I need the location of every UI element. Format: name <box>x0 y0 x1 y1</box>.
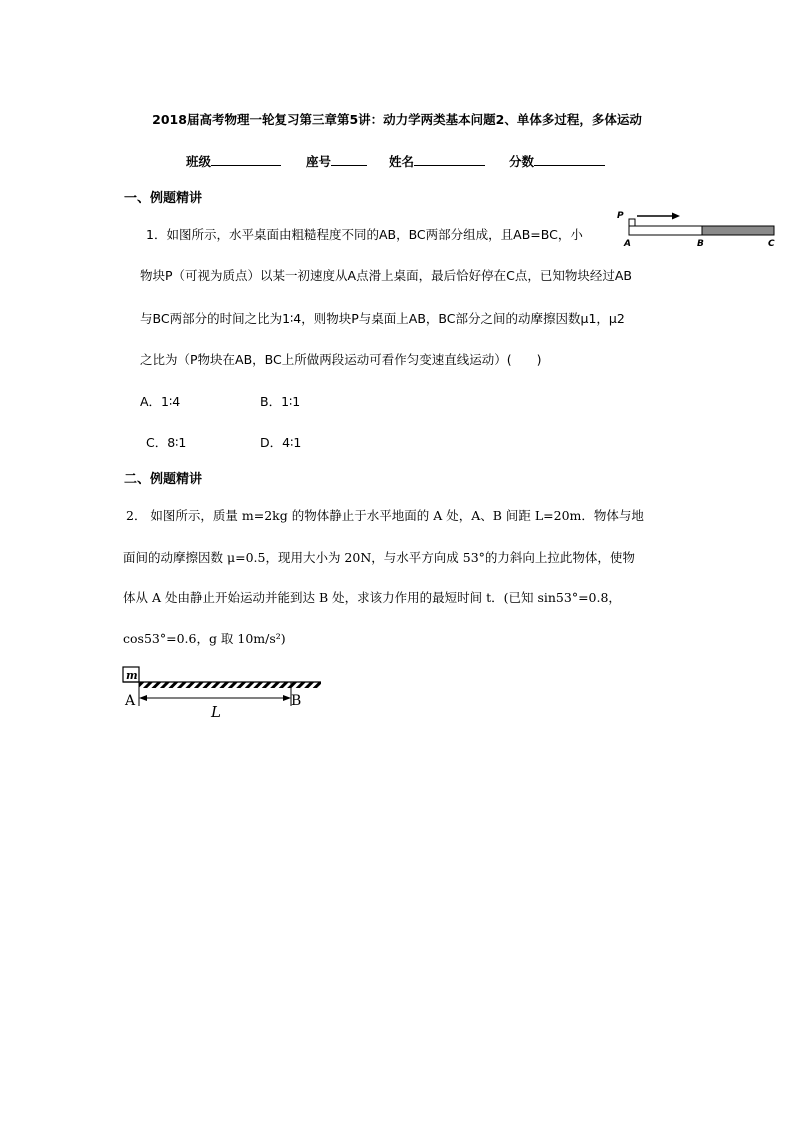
name-field <box>389 152 485 170</box>
score-field <box>509 152 605 170</box>
block-p <box>629 219 635 226</box>
arrow-right-icon <box>283 695 291 701</box>
seat-blank <box>331 154 367 166</box>
q1-line-2: 物块P（可视为质点）以某一初速度从A点滑上桌面，最后恰好停在C点，已知物块经过AB <box>140 268 632 283</box>
label-b: B <box>291 693 302 709</box>
label-b: B <box>697 239 704 249</box>
surface-bc <box>702 226 774 235</box>
class-label: 班级 <box>186 154 212 169</box>
name-blank <box>414 154 485 166</box>
q1-option-b: B．1∶1 <box>260 394 301 409</box>
q1-figure <box>612 205 780 251</box>
seat-label: 座号 <box>306 154 332 169</box>
ground-hatch <box>139 682 321 688</box>
class-blank <box>211 154 281 166</box>
surface-ab <box>629 226 702 235</box>
arrow-left-icon <box>139 695 147 701</box>
score-blank <box>534 154 605 166</box>
q1-option-d: D．4∶1 <box>260 435 302 450</box>
q2-line-3: 体从 A 处由静止开始运动并能到达 B 处，求该力作用的最短时间 t．(已知 sin53°=0.8， <box>123 590 621 605</box>
q2-line-1: 2． 如图所示，质量 m=2kg 的物体静止于水平地面的 A 处，A、B 间距 L=20m．物体与地 <box>126 508 644 523</box>
label-l: L <box>211 703 221 721</box>
section-2-heading: 二、例题精讲 <box>124 472 203 487</box>
q2-figure <box>118 662 328 722</box>
arrow-head-icon <box>672 213 680 220</box>
q1-option-c: C．8∶1 <box>146 435 187 450</box>
q1-line-1: 1．如图所示，水平桌面由粗糙程度不同的AB，BC两部分组成，且AB=BC，小 <box>146 227 583 242</box>
label-c: C <box>768 239 775 249</box>
q1-option-a: A．1∶4 <box>140 394 181 409</box>
q1-line-3: 与BC两部分的时间之比为1∶4，则物块P与桌面上AB，BC部分之间的动摩擦因数μ1，μ2 <box>140 311 625 326</box>
label-a: A <box>125 693 136 709</box>
class-field <box>186 152 281 170</box>
q1-line-4: 之比为（P物块在AB，BC上所做两段运动可看作匀变速直线运动）( ) <box>140 352 542 367</box>
seat-field <box>306 152 367 170</box>
q2-line-2: 面间的动摩擦因数 μ=0.5，现用大小为 20N，与水平方向成 53°的力斜向上拉此物体，使物 <box>123 550 635 565</box>
name-label: 姓名 <box>389 154 415 169</box>
section-1-heading: 一、例题精讲 <box>124 191 203 206</box>
score-label: 分数 <box>509 154 535 169</box>
label-p: P <box>617 211 624 221</box>
page-title: 2018届高考物理一轮复习第三章第5讲：动力学两类基本问题2、单体多过程，多体运动 <box>152 112 642 127</box>
label-m: m <box>126 669 138 682</box>
label-a: A <box>624 239 631 249</box>
q2-line-4: cos53°=0.6，g 取 10m/s²) <box>123 631 286 646</box>
